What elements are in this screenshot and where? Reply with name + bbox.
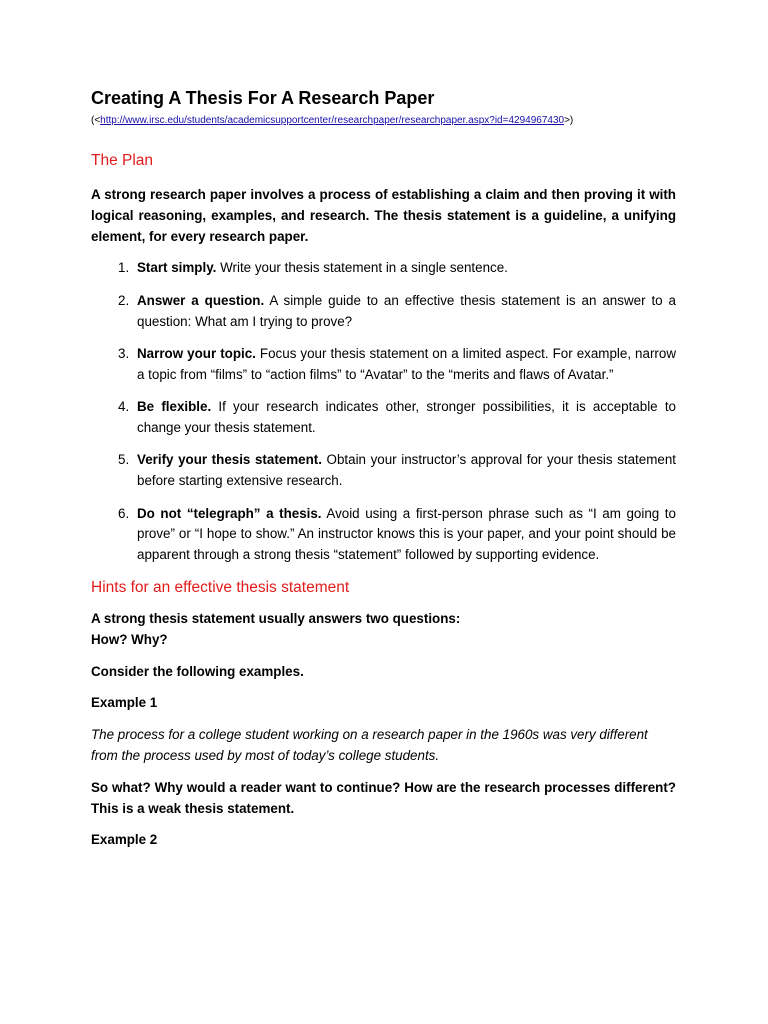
document-title: Creating A Thesis For A Research Paper xyxy=(91,88,435,108)
step-number: 1. xyxy=(118,260,130,276)
source-suffix: >) xyxy=(564,115,574,126)
step-item xyxy=(91,258,676,279)
step-text: Focus your thesis statement on a limited aspect. For example, narrow a topic from “films” to “action films” to “Avatar” to the “merits and flaws of Avatar.” xyxy=(137,345,676,382)
plan-heading: The Plan xyxy=(91,152,154,169)
step-title: Answer a question. xyxy=(137,292,265,308)
plan-intro: A strong research paper involves a process of establishing a claim and then proving it with logical reasoning, examples, and research. The thesis statement is a guideline, a unifying element, for every research paper. xyxy=(91,187,676,244)
step-item xyxy=(91,291,676,333)
step-item xyxy=(91,397,676,439)
step-number: 3. xyxy=(118,345,130,361)
steps-list xyxy=(91,258,676,566)
example-1-label: Example 1 xyxy=(91,695,158,711)
step-item xyxy=(91,344,676,386)
step-item xyxy=(91,450,676,492)
hints-line-2: How? Why? xyxy=(91,631,168,647)
step-title: Start simply. xyxy=(137,260,217,276)
step-number: 6. xyxy=(118,505,130,521)
step-number: 2. xyxy=(118,292,130,308)
document-page xyxy=(91,86,676,851)
step-text: Avoid using a first-person phrase such as “I am going to prove” or “I hope to show.” An instructor knows this is your paper, and your point should be apparent through a strong thesis “statement” followed by supporting evidence. xyxy=(137,505,676,563)
hints-line-1: A strong thesis statement usually answers two questions: xyxy=(91,610,461,626)
step-text: Write your thesis statement in a single sentence. xyxy=(216,260,508,276)
hints-heading: Hints for an effective thesis statement xyxy=(91,578,350,596)
source-line xyxy=(91,114,676,128)
source-prefix: (< xyxy=(91,115,101,126)
step-number: 4. xyxy=(118,399,130,415)
consider-line: Consider the following examples. xyxy=(91,663,304,679)
step-title: Be flexible. xyxy=(137,399,212,415)
step-item xyxy=(91,504,676,566)
so-what-paragraph: So what? Why would a reader want to continue? How are the research processes different? This is a weak thesis statement. xyxy=(91,779,676,816)
step-title: Do not “telegraph” a thesis. xyxy=(137,505,322,521)
step-title: Verify your thesis statement. xyxy=(137,452,322,468)
step-title: Narrow your topic. xyxy=(137,345,256,361)
example-2-label: Example 2 xyxy=(91,832,158,848)
step-number: 5. xyxy=(118,452,130,468)
source-link[interactable]: http://www.irsc.edu/students/academicsupportcenter/researchpaper/researchpaper.aspx?id=4294967430 xyxy=(100,115,565,126)
step-text: A simple guide to an effective thesis statement is an answer to a question: What am I trying to prove? xyxy=(137,292,677,329)
step-text: If your research indicates other, stronger possibilities, it is acceptable to change your thesis statement. xyxy=(137,399,676,435)
step-text: Obtain your instructor’s approval for your thesis statement before starting extensive research. xyxy=(137,452,676,489)
example-1-text: The process for a college student working on a research paper in the 1960s was very different from the process used by most of today’s college students. xyxy=(91,727,648,763)
